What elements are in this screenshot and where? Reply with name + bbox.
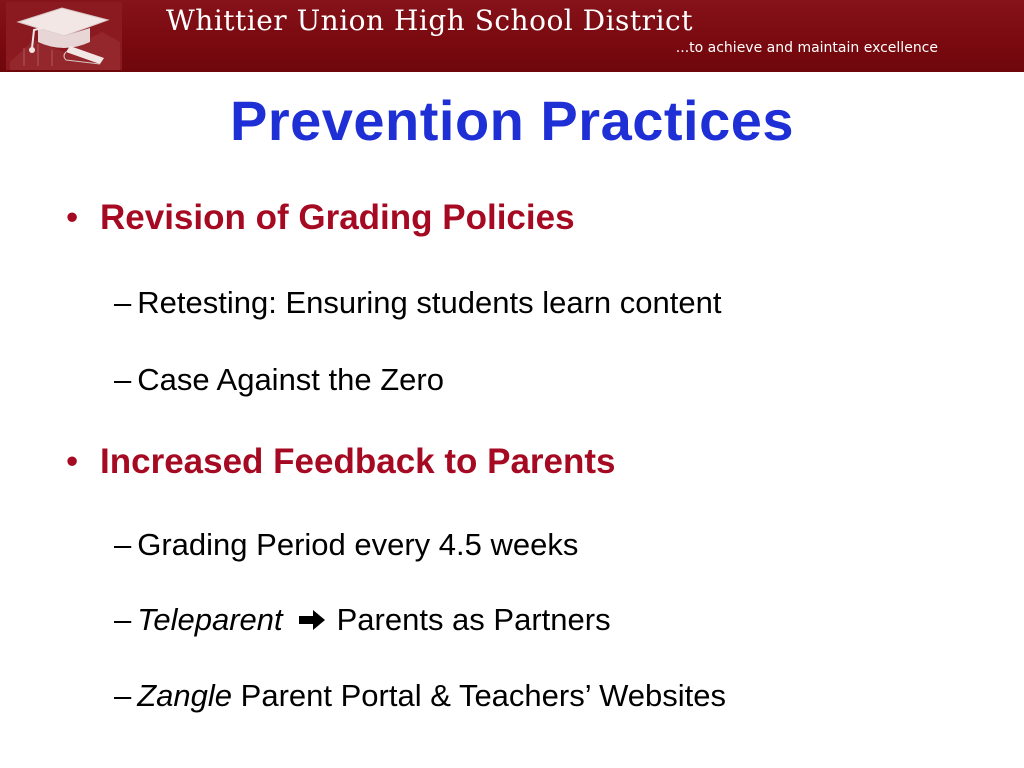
sub-bullet-item xyxy=(114,678,726,714)
sub-bullet-text: Retesting: Ensuring students learn content xyxy=(137,285,722,320)
sub-bullet-item xyxy=(114,527,578,563)
sub-bullet-text: Case Against the Zero xyxy=(137,362,444,397)
sub-bullet-item xyxy=(114,285,721,321)
dash-icon: – xyxy=(114,527,132,562)
slide-title: Prevention Practices xyxy=(229,89,795,152)
sub-bullet-text: Parents as Partners xyxy=(336,602,611,637)
bullet-label: Revision of Grading Policies xyxy=(100,198,575,237)
district-name: Whittier Union High School District xyxy=(166,4,693,37)
bullet-item xyxy=(66,198,575,238)
sub-bullet-text: Parent Portal & Teachers’ Websites xyxy=(240,678,727,713)
zangle-label: Zangle xyxy=(137,678,233,713)
bullet-icon: • xyxy=(66,442,79,481)
sub-bullet-item xyxy=(114,362,444,398)
dash-icon: – xyxy=(114,285,132,320)
header-banner xyxy=(0,0,1024,72)
graduation-cap-logo-icon xyxy=(4,2,124,70)
dash-icon: – xyxy=(114,362,132,397)
teleparent-label: Teleparent xyxy=(137,602,283,637)
bullet-icon: • xyxy=(66,198,79,237)
sub-bullet-item xyxy=(114,602,611,640)
sub-bullet-text: Grading Period every 4.5 weeks xyxy=(137,527,579,562)
right-arrow-icon xyxy=(297,604,327,640)
dash-icon: – xyxy=(114,602,132,637)
bullet-label: Increased Feedback to Parents xyxy=(100,442,616,481)
bullet-item xyxy=(66,442,616,482)
dash-icon: – xyxy=(114,678,132,713)
district-tagline: ...to achieve and maintain excellence xyxy=(675,40,938,56)
